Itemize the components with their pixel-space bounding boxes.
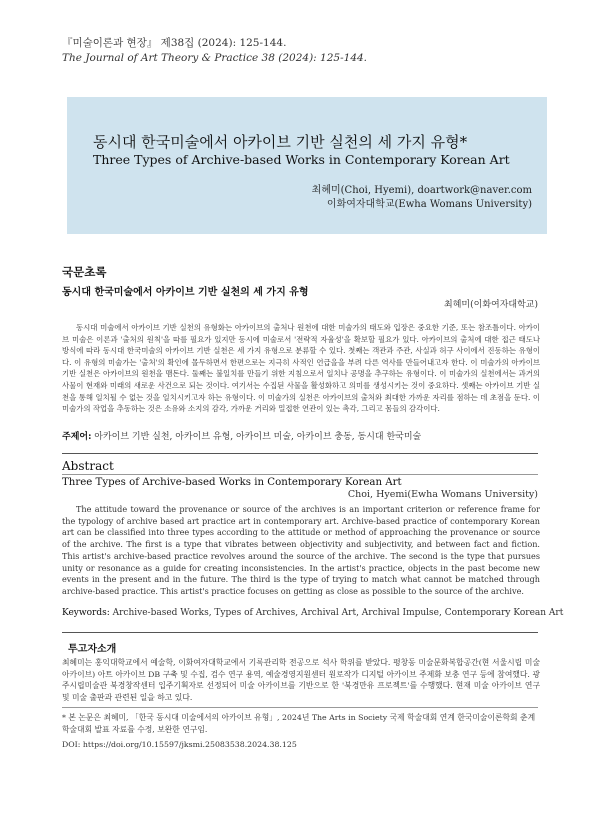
journal-citation-ko: 『미술이론과 현장』 제38집 (2024): 125-144.	[62, 37, 287, 49]
section-divider	[62, 632, 538, 633]
english-keywords	[62, 608, 563, 618]
abstract-body: The attitude toward the provenance or source of the archives is an important criterion or reference frame for the typology of archive based art practice art in contemporary art. Archive-based practice of contemporary Korean art can be classified into three types according to the attitude or method of approaching the provenance or source of the archive. The first is a type that vibrates between objectivity and subjectivity, and between fact and fiction. This artist's archive-based practice revolves around the source of the archive. The second is the type that pursues unity or resonance as a guide for creating inconsistencies. In the artist's practice, objects in the past become new events in the present and in the future. The third is the type of trying to match what cannot be matched through archive-based practice. This artist's practice focuses on getting as close as possible to the source of the archive.	[62, 504, 540, 596]
footnote-divider	[62, 707, 538, 708]
page-title-en: Three Types of Archive-based Works in Contemporary Korean Art	[93, 152, 510, 167]
section-divider-thin	[62, 474, 538, 475]
korean-abstract-body: 동시대 미술에서 아카이브 기반 실천의 유형화는 아카이브의 출처나 원천에 대한 미술가의 태도와 입장은 중요한 기준, 또는 참조틀이다. 아카이브 미술은 이론과 '출처의 원칙'을 따를 필요가 있지만 동시에 미술로서 '전략적 자율성'을 확보할 필요가 있다. 아카이브의 출처에 대한 접근 태도나 방식에 따라 동시대 한국미술의 아카이브 기반 실천은 세 가지 유형으로 분류할 수 있다. 첫째는 객관과 주관, 사실과 허구 사이에서 진동하는 유형이다. 이 유형의 미술가는 '출처'의 확인에 몰두하면서 한편으로는 지극히 사적인 언급을을 부려 다른 역사를 만들어내고자 한다. 이 미술가의 아카이브 기반 실천은 아카이브의 원천을 맴돈다. 둘째는 불일치를 만들기 위한 지침으로서 일치나 공명을 추구하는 유형이다. 이 미술가의 실천에서는 과거의 사물이 현재와 미래의 새로운 사건으로 되는 것이다. 여기서는 수집된 사물을 활성화하고 의미를 생성시키는 것이 중요하다. 셋째는 아카이브 기반 실천을 통해 일치될 수 없는 것을 일치시키고자 하는 유형이다. 이 미술가의 실천은 아카이브의 출처와 최대한 가까운 자리를 점하는 데 초점을 둔다. 이 미술가의 작업을 추동하는 것은 소유와 소지의 감각, 가까운 거리와 밀접한 연관이 있는 촉각, 그리고 몸들의 감각이다.	[62, 323, 540, 414]
abstract-author: Choi, Hyemi(Ewha Womans University)	[347, 489, 538, 500]
korean-keywords-text: 아카이브 기반 실천, 아카이브 유형, 아카이브 미술, 아카이브 충동, 동시대 한국미술	[94, 432, 422, 442]
abstract-title: Three Types of Archive-based Works in Contemporary Korean Art	[62, 477, 402, 488]
contributor-body: 최혜미는 홍익대학교에서 예술학, 이화여자대학교에서 기록관리학 전공으로 석사 학위를 받았다. 평창동 미술문화복합공간(현 서울시립 미술아카이브) 아트 아카이브 DB 구축 및 수집, 검수 연구 용역, 예술경영지원센터 원로작가 디지털 아카이브 주제화 보충 연구 등에 참여했다. 광주시립미술관 북경창작센터 입주기획자로 선정되어 미술 아카이브를 기반으로 한 '북경만유 프로젝트'를 수행했다. 현재 미술 아카이브 연구 및 미술 출판과 관련된 일을 하고 있다.	[62, 658, 540, 702]
korean-keywords-label: 주제어:	[62, 432, 92, 442]
korean-abstract-heading: 국문초록	[62, 265, 107, 279]
english-keywords-text: Archive-based Works, Types of Archives, Archival Art, Archival Impulse, Contemporary Korean Art	[112, 608, 564, 618]
english-keywords-label: Keywords:	[62, 608, 110, 618]
korean-abstract-affiliation: 최혜미(이화여자대학교)	[444, 300, 538, 310]
korean-keywords	[62, 429, 421, 442]
section-divider	[62, 453, 538, 454]
author-name-email: 최혜미(Choi, Hyemi), doartwork@naver.com	[311, 185, 532, 196]
footnote-text: * 본 논문은 최혜미, 「한국 동시대 미술에서의 아카이브 유형」, 2024년 The Arts in Society 국제 학술대회 연계 한국미술이론학회 춘계 학술대회 발표 자료를 수정, 보완한 연구임.	[62, 713, 536, 734]
korean-abstract-title: 동시대 한국미술에서 아카이브 기반 실천의 세 가지 유형	[62, 287, 309, 298]
journal-citation-en: The Journal of Art Theory & Practice 38 (2024): 125-144.	[62, 52, 368, 64]
page-title: 동시대 한국미술에서 아카이브 기반 실천의 세 가지 유형*	[93, 133, 468, 151]
abstract-heading: Abstract	[62, 459, 114, 473]
contributor-heading: 투고자소개	[68, 644, 117, 655]
author-affiliation: 이화여자대학교(Ewha Womans University)	[326, 199, 532, 210]
doi-link[interactable]: DOI: https://doi.org/10.15597/jksmi.25083538.2024.38.125	[62, 740, 297, 749]
